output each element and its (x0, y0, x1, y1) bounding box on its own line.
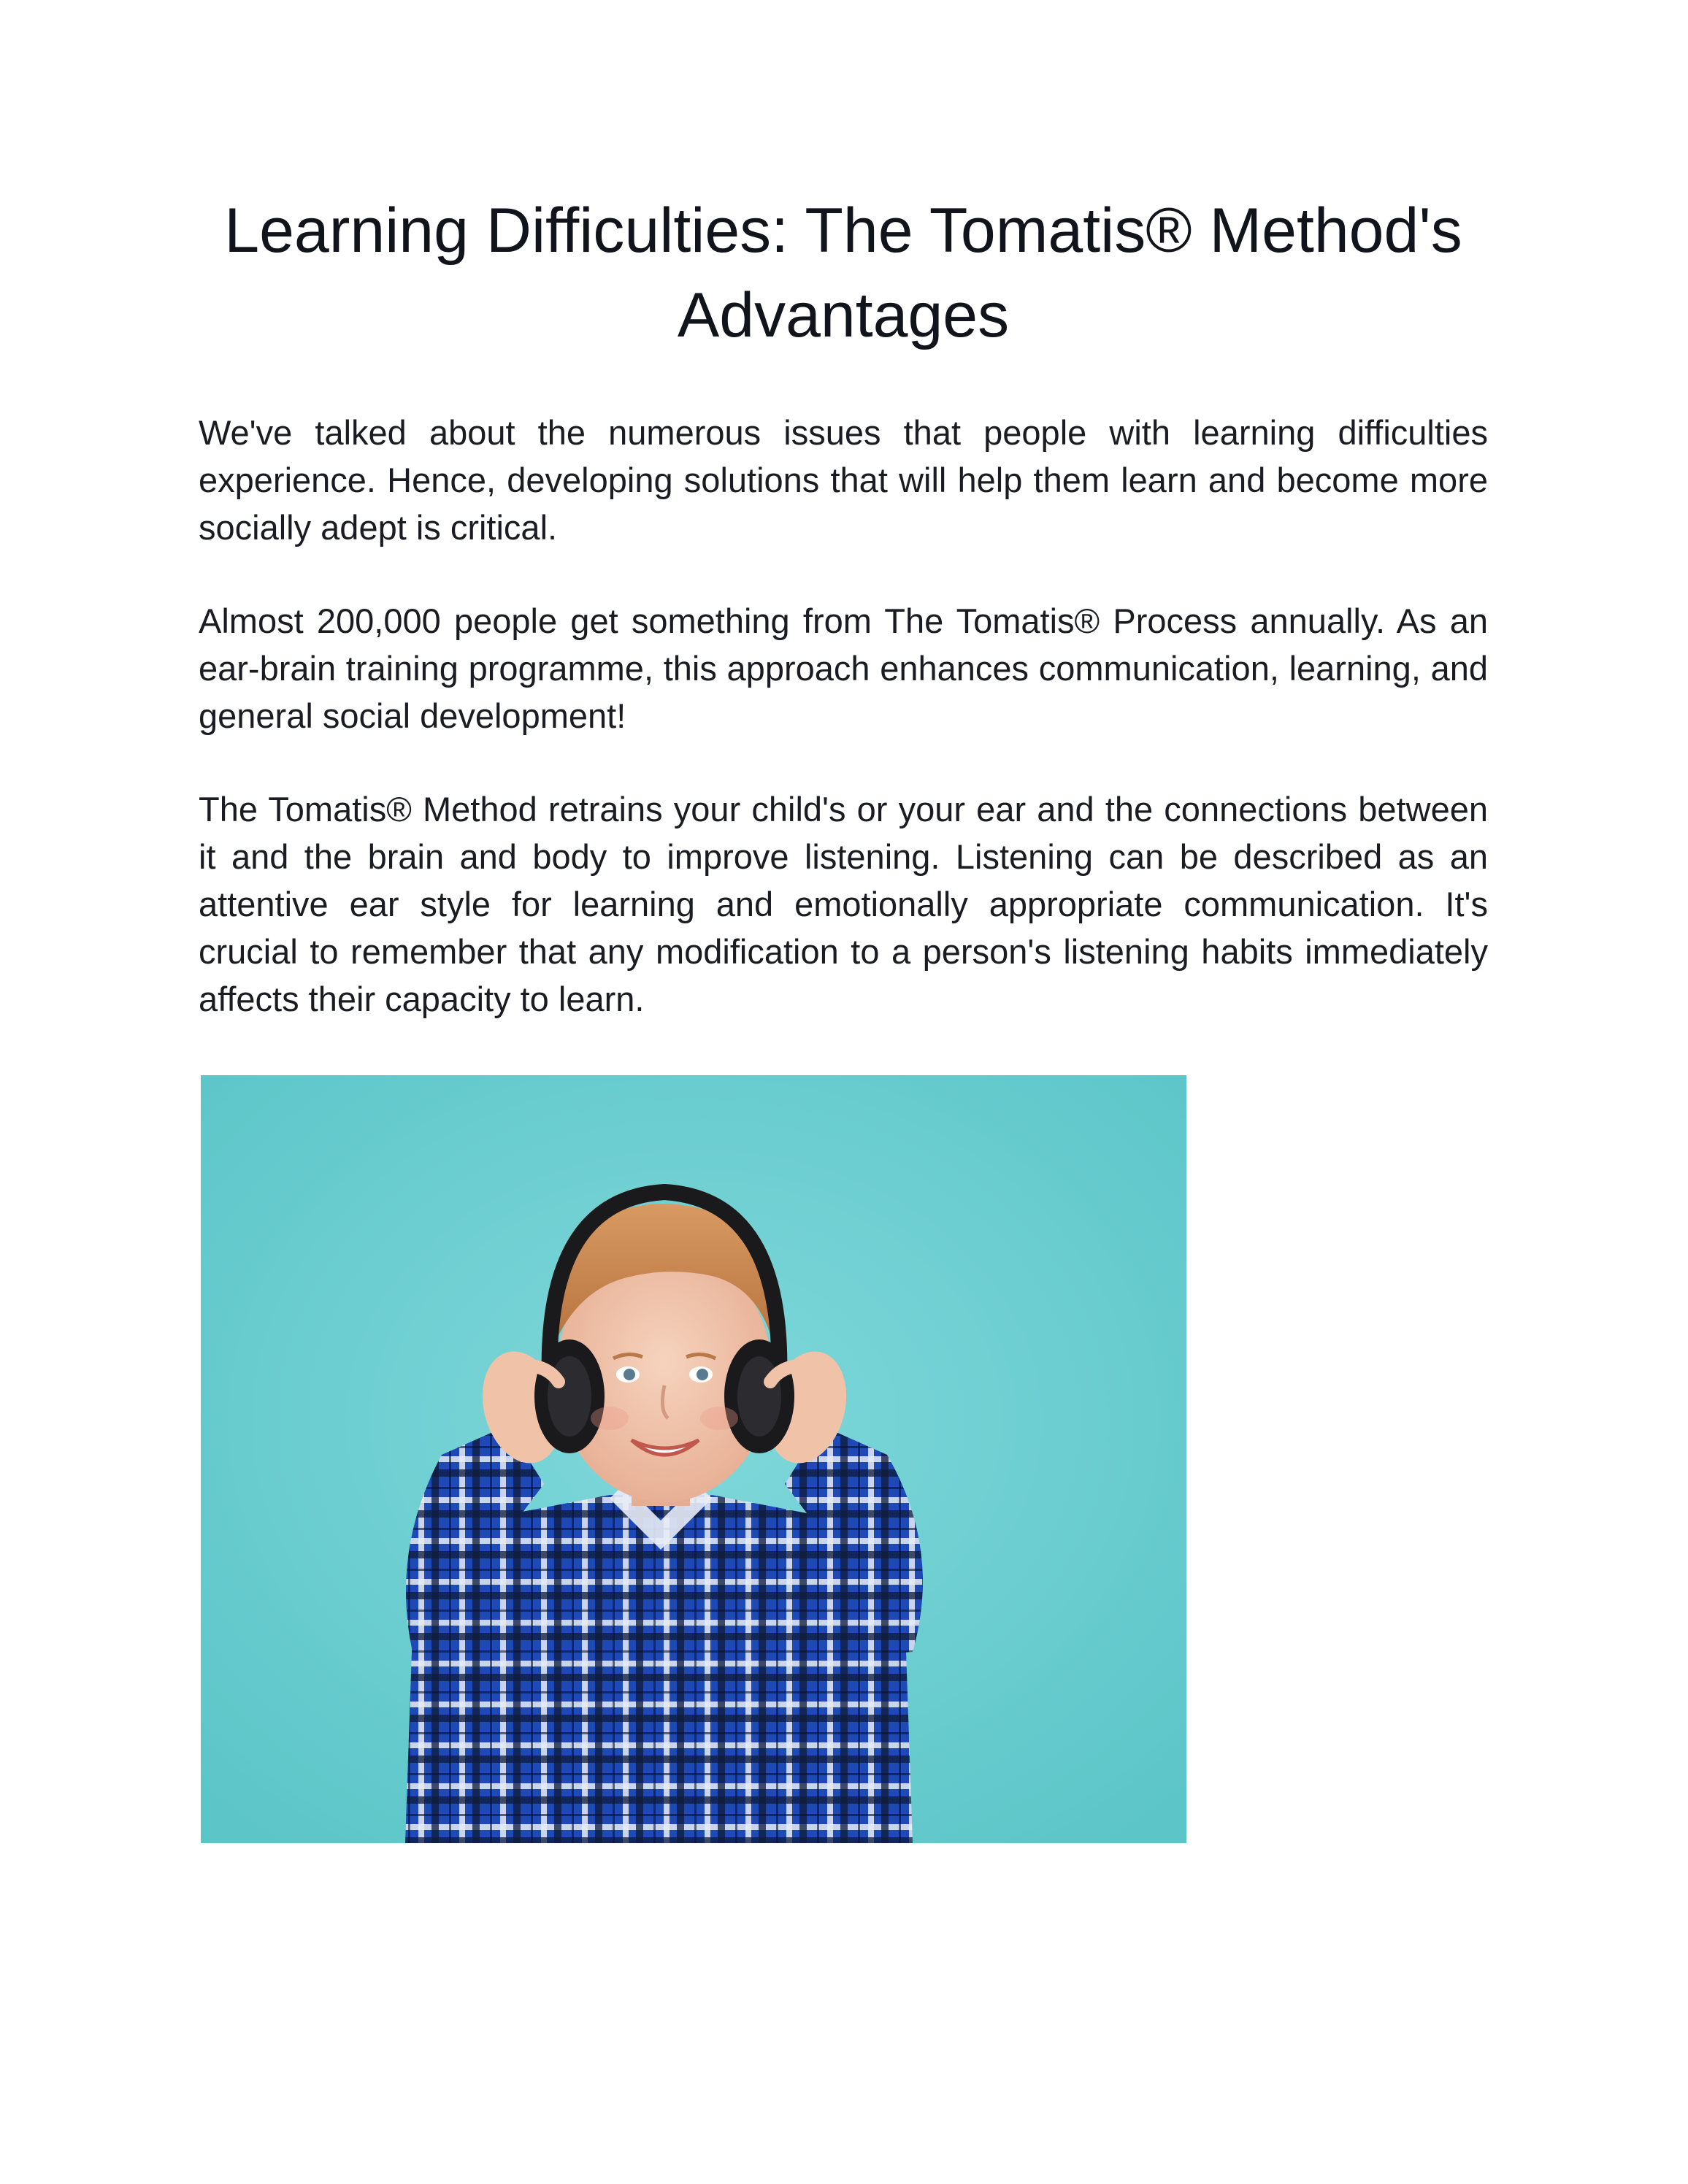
page-title: Learning Difficulties: The Tomatis® Method's Advantages (224, 196, 1462, 350)
boy-with-headphones-photo (201, 1075, 1186, 1843)
paragraph-intro: We've talked about the numerous issues that people with learning difficulties experience. Hence, developing solutions that will help them learn and become more socially adept is critical. (199, 413, 1488, 547)
paragraph-statistics: Almost 200,000 people get something from The Tomatis® Process annually. As an ear-brain training programme, this approach enhances communication, learning, and general social development! (199, 601, 1488, 735)
paragraph-method: The Tomatis® Method retrains your child's or your ear and the connections between it and the brain and body to improve listening. Listening can be described as an attentive ear style for learning and emotionally appropriate communication. It's crucial to remember that any modification to a person's listening habits immediately affects their capacity to learn. (199, 790, 1488, 1018)
